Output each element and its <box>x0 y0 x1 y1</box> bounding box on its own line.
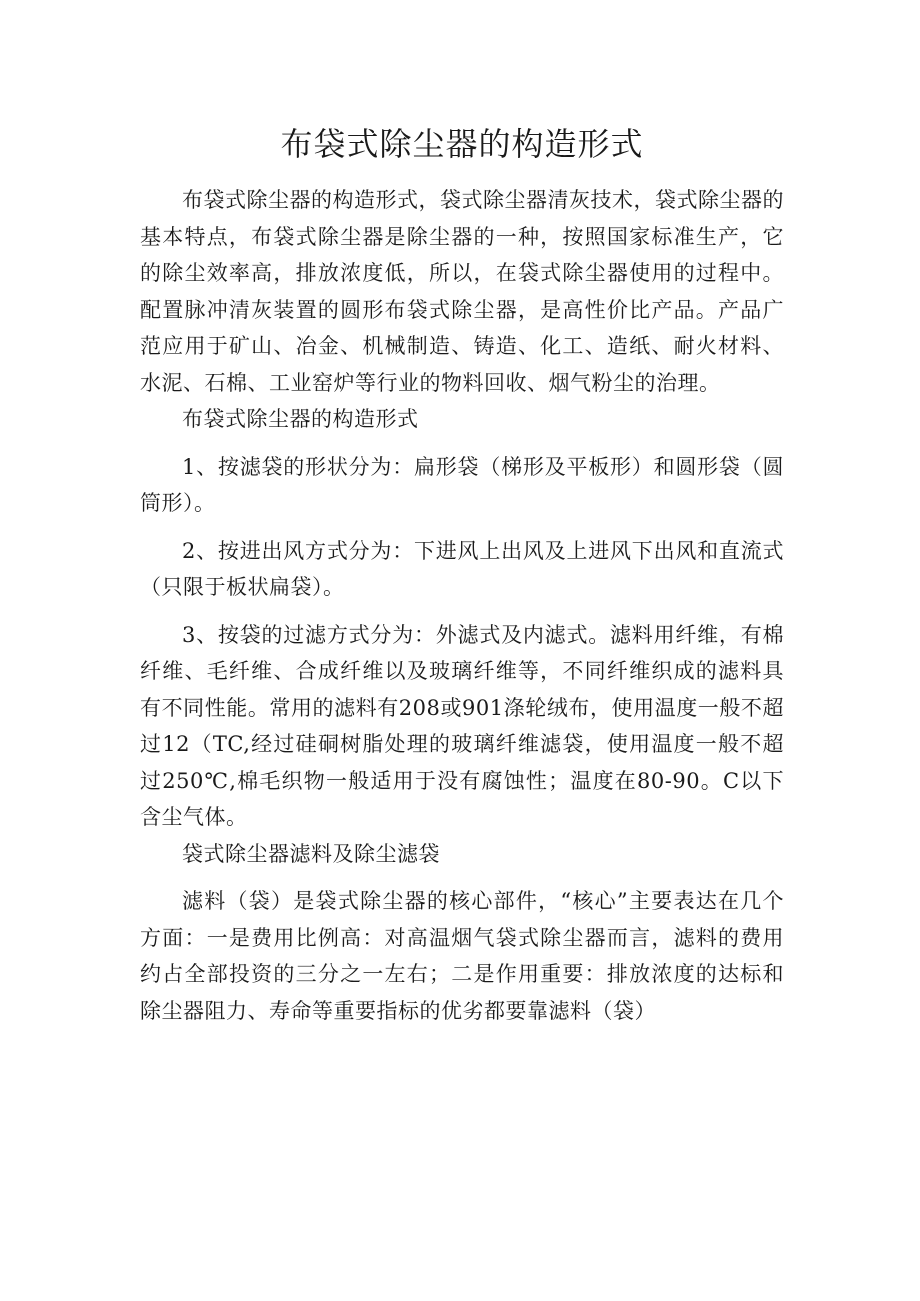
section-heading-structure: 布袋式除尘器的构造形式 <box>182 407 419 431</box>
section-heading-filter-media: 袋式除尘器滤料及除尘滤袋 <box>182 841 440 866</box>
paragraph-item-2: 2、按进出风方式分为：下进风上出风及上进风下出风和直流式（只限于板状扁袋）。 <box>140 538 784 599</box>
paragraph-intro: 布袋式除尘器的构造形式，袋式除尘器清灰技术，袋式除尘器的基本特点，布袋式除尘器是除尘器的一种，按照国家标准生产，它的除尘效率高，排放浓度低，所以，在袋式除尘器使用的过程中。配置脉冲清灰装置的圆形布袋式除尘器，是高性价比产品。产品广范应用于矿山、冶金、机械制造、铸造、化工、造纸、耐火材料、水泥、石棉、工业窑炉等行业的物料回收、烟气粉尘的治理。 <box>140 188 784 395</box>
paragraph-item-1: 1、按滤袋的形状分为：扁形袋（梯形及平板形）和圆形袋（圆筒形）。 <box>140 454 784 515</box>
paragraph-filter-media: 滤料（袋）是袋式除尘器的核心部件，“核心”主要表达在几个方面：一是费用比例高：对高温烟气袋式除尘器而言，滤料的费用约占全部投资的三分之一左右；二是作用重要：排放浓度的达标和除尘器阻力、寿命等重要指标的优劣都要靠滤料（袋） <box>140 889 784 1023</box>
paragraph-item-3: 3、按袋的过滤方式分为：外滤式及内滤式。滤料用纤维，有棉纤维、毛纤维、合成纤维以及玻璃纤维等，不同纤维织成的滤料具有不同性能。常用的滤料有208或901涤轮绒布，使用温度一般不超过12（TC,经过硅硐树脂处理的玻璃纤维滤袋，使用温度一般不超过250℃,棉毛织物一般适用于没有腐蚀性；温度在80-90。C以下含尘气体。 <box>140 622 784 829</box>
document-title: 布袋式除尘器的构造形式 <box>280 125 644 163</box>
document-page <box>140 0 784 1029</box>
